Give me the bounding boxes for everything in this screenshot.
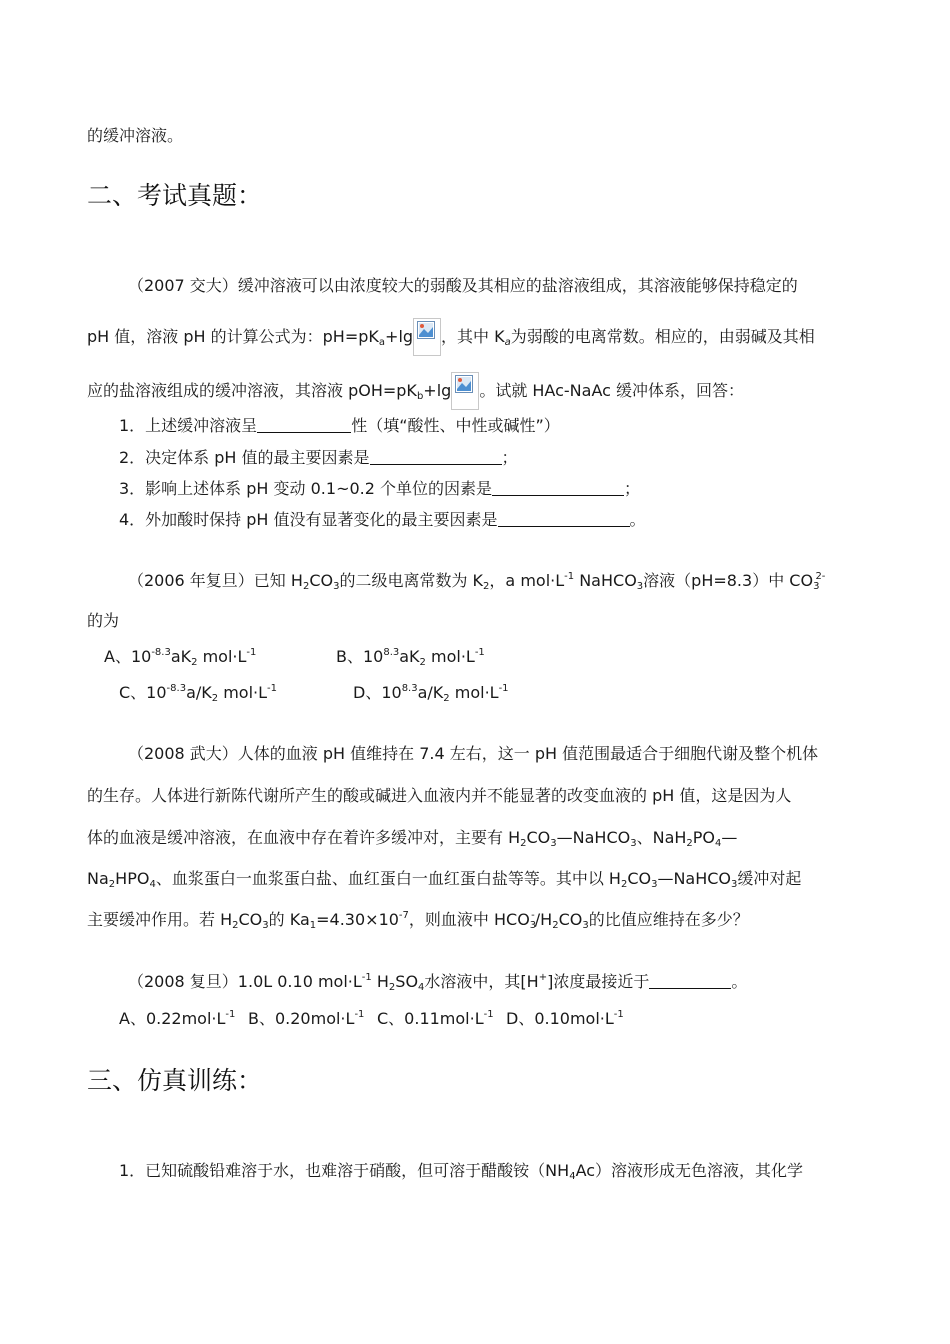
subscript: 4 — [715, 838, 722, 849]
answer-blank[interactable] — [257, 417, 351, 433]
answer-blank[interactable] — [370, 449, 502, 465]
q1-line-2 — [87, 318, 815, 356]
superscript: + — [538, 972, 548, 983]
text-fragment: +lg — [423, 381, 452, 400]
q1-item-3 — [119, 479, 640, 499]
text-fragment: HPO — [115, 869, 150, 888]
text-fragment: CO — [238, 910, 263, 929]
subscript: 2 — [686, 838, 693, 849]
text-fragment: 1．上述缓冲溶液呈 — [119, 416, 258, 435]
training-item-1 — [119, 1161, 803, 1181]
q1-line-1: （2007 交大）缓冲溶液可以由浓度较大的弱酸及其相应的盐溶液组成，其溶液能够保持稳定的 — [128, 276, 798, 295]
superscript: 8.3 — [401, 683, 418, 694]
q4-option-c[interactable] — [377, 1009, 494, 1029]
subscript: 2 — [520, 838, 527, 849]
text-fragment: 的二级电离常数为 K — [339, 571, 484, 590]
text-fragment: A、0.22mol·L — [119, 1009, 226, 1028]
superscript: -1 — [498, 683, 509, 694]
subscript: 3 — [651, 879, 658, 890]
text-fragment: ]浓度最接近于 — [547, 972, 650, 991]
text-fragment: （2008 武大）人体的血液 pH 值维持在 7.4 左右，这一 pH 值范围最适合于细胞代谢及整个机体 — [128, 744, 819, 763]
superscript: -1 — [483, 1009, 494, 1020]
q1-item-2 — [119, 448, 518, 468]
subscript: 2 — [232, 920, 239, 931]
subscript: 3 — [731, 879, 738, 890]
superscript: -7 — [398, 910, 409, 921]
subscript: 2 — [483, 581, 490, 592]
q1-item-1 — [119, 416, 560, 436]
text-fragment: 1．已知硫酸铅难溶于水，也难溶于硝酸，但可溶于醋酸铵（NH — [119, 1161, 570, 1180]
text-fragment: 的为 — [87, 611, 120, 630]
text-fragment: B、10 — [336, 647, 384, 666]
text-fragment: 性（填“酸性、中性或碱性”） — [351, 416, 560, 435]
subscript: 2 — [419, 657, 426, 668]
subscript: a — [378, 337, 386, 348]
subscript: 2 — [108, 879, 116, 890]
subscript: 3 — [262, 920, 269, 931]
q2-option-a[interactable] — [104, 647, 256, 667]
text-fragment: =4.30×10 — [316, 910, 399, 929]
text-fragment: +lg — [385, 327, 414, 346]
text-fragment: 2．决定体系 pH 值的最主要因素是 — [119, 448, 370, 467]
q4-line-1 — [128, 972, 747, 992]
subscript: 4 — [418, 982, 425, 993]
text-fragment: 。 — [629, 510, 646, 529]
text-fragment: /H — [534, 910, 553, 929]
text-fragment: pH 值，溶液 pH 的计算公式为：pH=pK — [87, 327, 379, 346]
superscript: -1 — [361, 972, 372, 983]
text-fragment: 缓冲对起 — [737, 869, 802, 888]
text-fragment: ，则血液中 HCO — [408, 910, 530, 929]
superscript: -1 — [246, 647, 257, 658]
text-fragment: mol·L — [218, 683, 268, 702]
text-fragment: 、NaH — [636, 828, 687, 847]
subscript: 3 — [333, 581, 340, 592]
formula-image-placeholder — [451, 372, 479, 410]
text-fragment: 、血浆蛋白一血浆蛋白盐、血红蛋白一血红蛋白盐等等。其中以 H — [155, 869, 621, 888]
text-fragment: （2006 年复旦）已知 H — [128, 571, 303, 590]
section-heading-exam: 二、考试真题： — [87, 181, 263, 210]
text-fragment: D、0.10mol·L — [506, 1009, 614, 1028]
text-fragment: CO — [558, 910, 583, 929]
text-fragment: PO — [692, 828, 716, 847]
text-fragment: C、10 — [119, 683, 167, 702]
text-fragment: CO — [309, 571, 334, 590]
superscript: -1 — [564, 571, 575, 582]
text-fragment: A、10 — [104, 647, 152, 666]
subscript: 4 — [149, 879, 156, 890]
q1-line-3 — [87, 372, 744, 410]
text-fragment: 的比值应维持在多少？ — [588, 910, 749, 929]
q2-option-d[interactable] — [353, 683, 509, 703]
q3-line-3 — [87, 828, 737, 848]
text-fragment: 水溶液中，其[H — [424, 972, 539, 991]
text-fragment: C、0.11mol·L — [377, 1009, 484, 1028]
answer-blank[interactable] — [492, 480, 624, 496]
q2-option-b[interactable] — [336, 647, 485, 667]
text-fragment: 的生存。人体进行新陈代谢所产生的酸或碱进入血液内并不能显著的改变血液的 pH 值，这是因为人 — [87, 786, 792, 805]
text-fragment: 的 Ka — [268, 910, 310, 929]
q4-option-a[interactable] — [119, 1009, 235, 1029]
text-fragment: —NaHCO — [556, 828, 631, 847]
superscript: 2- — [815, 571, 826, 582]
subscript: 3 — [630, 838, 637, 849]
superscript: -1 — [474, 647, 485, 658]
text-fragment: ； — [501, 448, 518, 467]
text-fragment: mol·L — [197, 647, 247, 666]
q3-line-1 — [128, 744, 818, 764]
text-fragment: （2008 复旦）1.0L 0.10 mol·L — [128, 972, 362, 991]
subscript: 3 — [813, 581, 820, 592]
superscript: -1 — [354, 1009, 365, 1020]
q2-option-c[interactable] — [119, 683, 277, 703]
q2-line-1 — [128, 571, 825, 591]
text-fragment: —NaHCO — [657, 869, 732, 888]
q4-option-b[interactable] — [248, 1009, 364, 1029]
text-fragment: CO — [526, 828, 551, 847]
text-fragment: mol·L — [449, 683, 499, 702]
text-fragment: NaHCO — [574, 571, 637, 590]
subscript: 2 — [302, 581, 310, 592]
text-fragment: ，a mol·L — [489, 571, 565, 590]
subscript: 3 — [582, 920, 589, 931]
q1-item-4 — [119, 510, 646, 530]
text-fragment: aK — [170, 647, 192, 666]
q4-option-d[interactable] — [506, 1009, 624, 1029]
text-fragment: aK — [399, 647, 420, 666]
answer-blank[interactable] — [498, 511, 630, 527]
text-fragment: 为弱酸的电离常数。相应的，由弱碱及其相 — [510, 327, 815, 346]
subscript: b — [416, 391, 424, 402]
text-fragment: 4．外加酸时保持 pH 值没有显著变化的最主要因素是 — [119, 510, 498, 529]
subscript: 1 — [309, 920, 317, 931]
text-fragment: a/K — [417, 683, 444, 702]
subscript: 2 — [388, 982, 396, 993]
text-fragment: 体的血液是缓冲溶液，在血液中存在着许多缓冲对，主要有 H — [87, 828, 521, 847]
text-fragment: Ac）溶液形成无色溶液，其化学 — [575, 1161, 804, 1180]
superscript: - — [531, 910, 535, 921]
text-fragment: 溶液（pH=8.3）中 CO — [643, 571, 814, 590]
text-fragment: ； — [624, 479, 641, 498]
q3-line-2 — [87, 786, 791, 806]
text-fragment: 。 — [731, 972, 748, 991]
subscript: 2 — [552, 920, 559, 931]
superscript: -1 — [267, 683, 278, 694]
q2-line-2 — [87, 611, 119, 631]
text-fragment: B、0.20mol·L — [248, 1009, 355, 1028]
text-fragment: 应的盐溶液组成的缓冲溶液，其溶液 pOH=pK — [87, 381, 417, 400]
text-fragment: CO — [627, 869, 652, 888]
subscript: 2 — [191, 657, 198, 668]
text-fragment: 3．影响上述体系 pH 变动 0.1~0.2 个单位的因素是 — [119, 479, 493, 498]
text-fragment: a/K — [186, 683, 212, 702]
section-heading-training: 三、仿真训练： — [87, 1066, 263, 1095]
text-fragment: ，其中 K — [441, 327, 505, 346]
subscript: 3 — [550, 838, 557, 849]
text-fragment: D、10 — [353, 683, 402, 702]
subscript: a — [504, 337, 511, 348]
intro-tail: 的缓冲溶液。 — [87, 126, 184, 145]
text-fragment: 。试就 HAc-NaAc 缓冲体系，回答： — [479, 381, 744, 400]
superscript: 8.3 — [383, 647, 400, 658]
text-fragment: — — [721, 828, 738, 847]
text-fragment: mol·L — [425, 647, 475, 666]
subscript: 2 — [620, 879, 628, 890]
q3-line-4 — [87, 869, 801, 889]
answer-blank[interactable] — [649, 973, 731, 989]
text-fragment: H — [371, 972, 389, 991]
subscript: 3 — [636, 581, 644, 592]
q3-line-5 — [87, 910, 749, 930]
text-fragment: Na — [87, 869, 109, 888]
subscript: 3 — [529, 920, 537, 931]
text-fragment: SO — [395, 972, 419, 991]
subscript: 2 — [443, 693, 450, 704]
text-fragment: 主要缓冲作用。若 H — [87, 910, 233, 929]
formula-image-placeholder — [413, 318, 441, 356]
subscript: 4 — [569, 1171, 576, 1182]
superscript: -1 — [613, 1009, 624, 1020]
superscript: -8.3 — [166, 683, 187, 694]
subscript: 2 — [211, 693, 219, 704]
superscript: -1 — [225, 1009, 236, 1020]
superscript: -8.3 — [151, 647, 171, 658]
